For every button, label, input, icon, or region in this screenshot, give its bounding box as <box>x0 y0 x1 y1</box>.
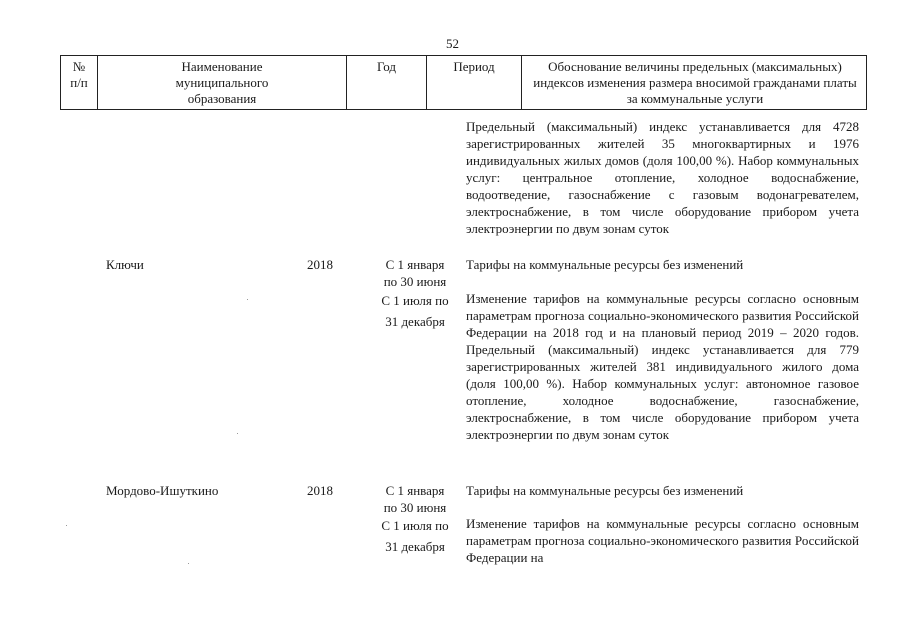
scan-speck <box>188 563 189 564</box>
scan-speck <box>237 433 238 434</box>
row-name: Ключи <box>106 257 144 272</box>
intro-paragraph: Предельный (максимальный) индекс устанавливается для 4728 зарегистрированных жителей 35 многоквартирных и 1976 индивидуальных жилых домов (доля 100,00 %). Набор коммунальных услуг: центральное отопление, холодное водоснабжение, водоотведение, газоснабжение с газовым водонагревателем, электроснабжение, в том числе оборудование прибором учета электроэнергии по двум зонам суток <box>466 119 859 236</box>
row-text-2: Изменение тарифов на коммунальные ресурсы согласно основным параметрам прогноза социально-экономического развития Российской Федерации на 2018 год и на плановый период 2019 – 2020 годов. Предельный (максимальный) индекс устанавливается для 779 зарегистрированных жителей 381 индивидуального жилого дома (доля 100,00 %). Набор коммунальных услуг: автономное газовое отопление, холодное водоснабжение, газоснабжение, электроснабжение, в том числе оборудование прибором учета электроэнергии по двум зонам суток <box>466 291 859 442</box>
header-municipality: Наименование муниципального образования <box>97 56 346 109</box>
row-year: 2018 <box>307 257 333 272</box>
row-text-1: Тарифы на коммунальные ресурсы без изменений <box>466 257 744 272</box>
scan-speck <box>247 299 248 300</box>
row-text-2: Изменение тарифов на коммунальные ресурсы согласно основным параметрам прогноза социально-экономического развития Российской Федерации на <box>466 516 859 565</box>
scan-speck <box>66 525 67 526</box>
row-period-2: С 1 июля по 31 декабря <box>381 518 449 554</box>
table-header <box>60 55 867 110</box>
row-year: 2018 <box>307 483 333 498</box>
header-number: № п/п <box>70 59 88 90</box>
header-year: Год <box>346 56 426 109</box>
header-basis: Обоснование величины предельных (максимальных) индексов изменения размера вносимой гражданами платы за коммунальные услуги <box>521 56 868 109</box>
header-period: Период <box>426 56 521 109</box>
page-number: 52 <box>446 36 459 51</box>
row-period-1: С 1 января по 30 июня <box>383 257 447 289</box>
row-period-2: С 1 июля по 31 декабря <box>381 293 449 329</box>
row-period-1: С 1 января по 30 июня <box>383 483 447 515</box>
row-text-1: Тарифы на коммунальные ресурсы без изменений <box>466 483 744 498</box>
row-name: Мордово-Ишуткино <box>106 483 219 498</box>
